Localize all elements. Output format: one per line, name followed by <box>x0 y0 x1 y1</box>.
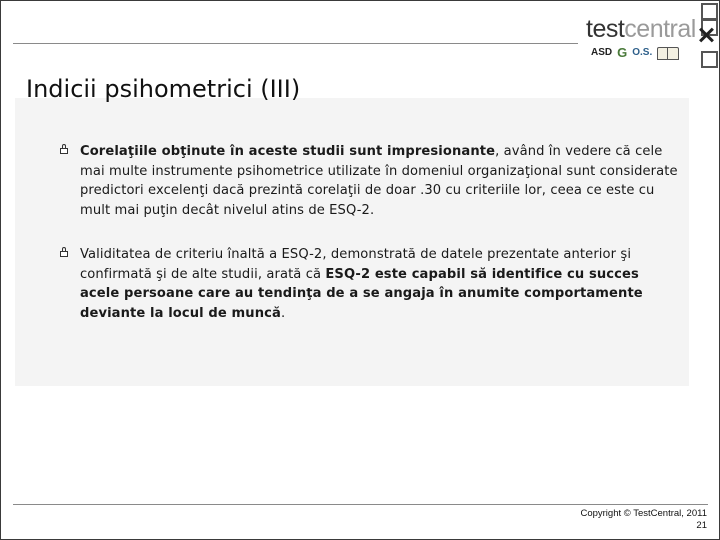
bullet-text-1 <box>80 142 680 220</box>
bullet-2-rest: Validitatea de criteriu înaltă a ESQ-2, demonstrată de datele prezentate anterior şi confirmată şi de alte studii, arată că <box>80 247 632 282</box>
bullet-2-bold: ESQ-2 este capabil să identifice cu succes acele persoane care au tendinţa de a se angaja în anumite comportamente deviante la locul de muncă <box>80 266 643 321</box>
header-divider <box>13 43 578 44</box>
logo-central: central <box>624 15 696 43</box>
bullet-icon <box>60 247 68 258</box>
slide-title: Indicii psihometrici (III) <box>26 75 301 103</box>
bullet-item-2 <box>60 245 680 323</box>
asd-logo: ASD <box>591 47 613 58</box>
g-logo: G <box>617 45 628 60</box>
window-icon[interactable] <box>701 51 718 68</box>
bullet-item-1 <box>60 142 680 220</box>
book-icon <box>657 47 679 60</box>
page-number: 21 <box>696 520 707 531</box>
testcentral-logo <box>586 15 696 43</box>
footer <box>580 508 707 532</box>
bullet-icon <box>60 144 68 155</box>
partner-logos <box>591 45 679 61</box>
copyright-text: Copyright © TestCentral, 2011 <box>580 508 707 519</box>
bullet-text-2 <box>80 245 680 323</box>
bullet-1-bold: Corelaţiile obţinute în aceste studii sunt impresionante <box>80 144 496 159</box>
logo-test: test <box>586 15 625 43</box>
bullet-2-tail: . <box>280 305 286 321</box>
maximize-icon[interactable] <box>701 3 718 20</box>
bullet-1-rest: , având în vedere că cele mai multe instrumente psihometrice utilizate în domeniul organizaţional sunt considerate predictori excelenţi dacă prezintă corelaţii de doar .30 cu criteriile lor, ceea ce este cu mult mai puţin decât nivelul atins de ESQ-2. <box>80 144 678 218</box>
close-icon[interactable] <box>698 27 714 43</box>
os-logo: O.S. <box>632 47 653 58</box>
footer-divider <box>13 504 708 505</box>
